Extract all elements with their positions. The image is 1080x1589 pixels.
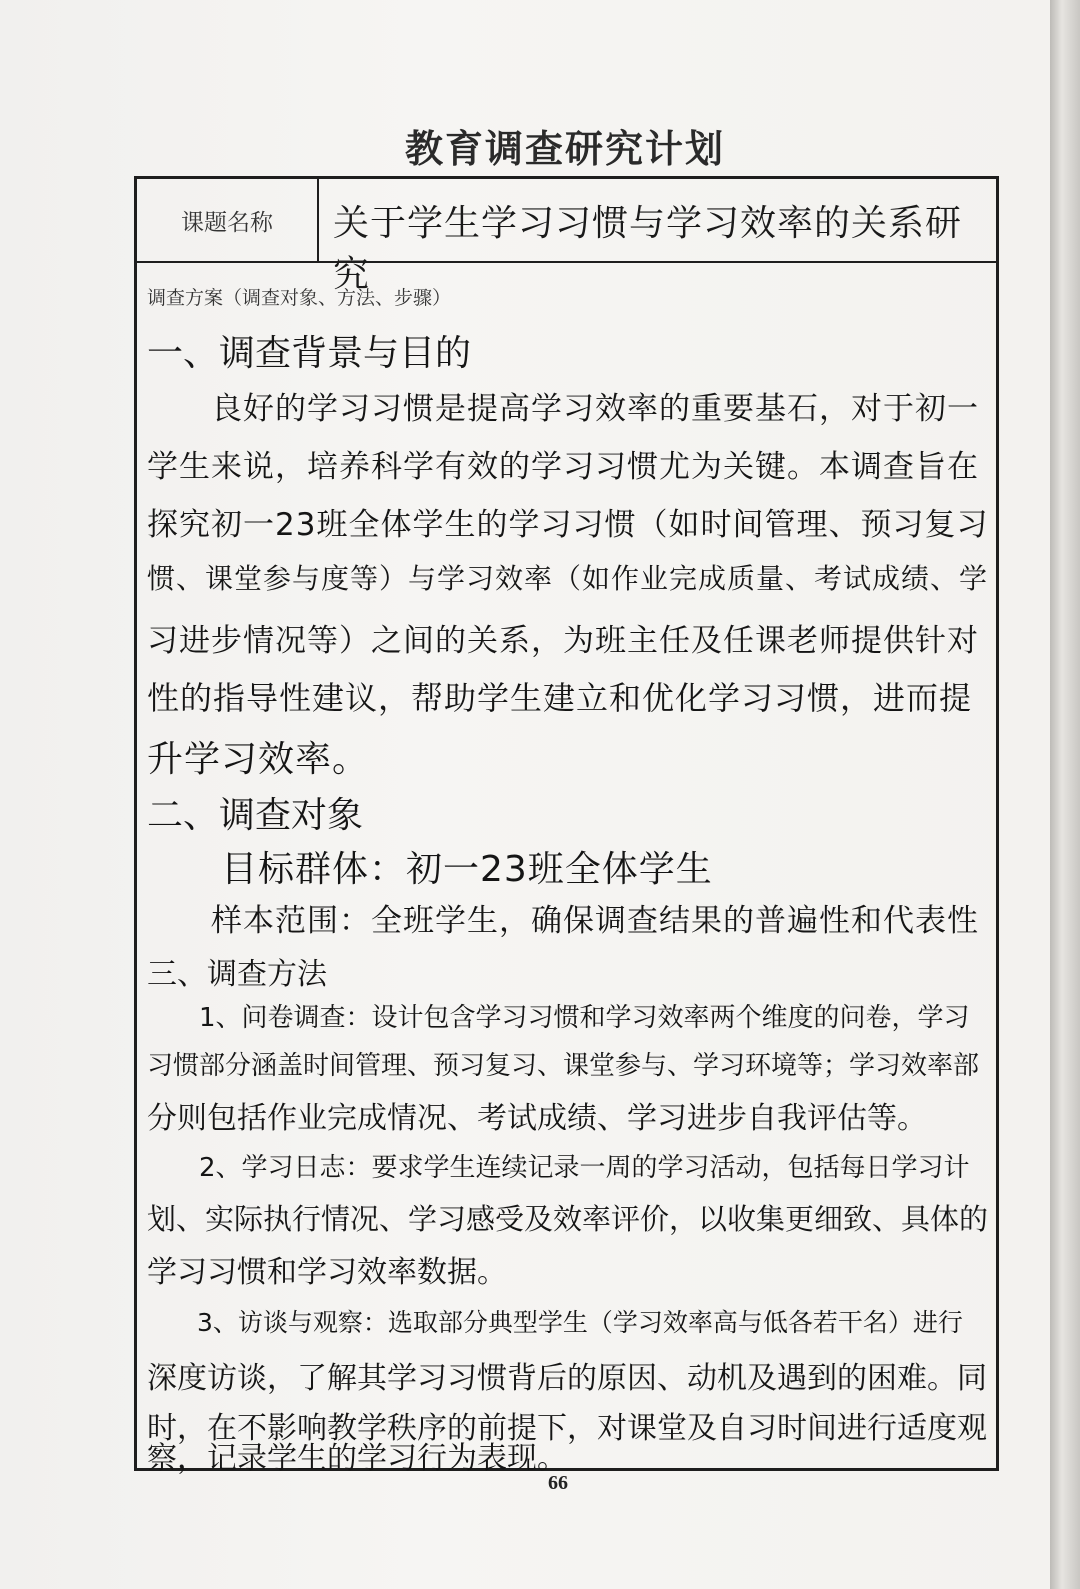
handwritten-line: 2、学习日志：要求学生连续记录一周的学习活动，包括每日学习计 xyxy=(147,1153,970,1183)
page-number: 66 xyxy=(548,1472,568,1494)
section-heading-background: 一、调查背景与目的 xyxy=(147,333,472,374)
handwritten-line: 探究初一23班全体学生的学习习惯（如时间管理、预习复习 xyxy=(147,507,989,543)
page-edge-shadow xyxy=(1050,0,1080,1589)
handwritten-line: 习惯部分涵盖时间管理、预习复习、课堂参与、学习环境等；学习效率部 xyxy=(147,1051,980,1081)
handwritten-line: 良好的学习习惯是提高学习效率的重要基石，对于初一 xyxy=(147,391,979,427)
handwritten-line: 升学习效率。 xyxy=(147,739,370,780)
topic-value: 关于学生学习习惯与学习效率的关系研究 xyxy=(333,203,963,295)
topic-label: 课题名称 xyxy=(137,179,319,261)
section-heading-methods: 三、调查方法 xyxy=(147,957,327,992)
document-title: 教育调查研究计划 xyxy=(404,126,725,171)
handwritten-line: 深度访谈，了解其学习习惯背后的原因、动机及遇到的困难。同 xyxy=(147,1361,987,1396)
survey-plan-form xyxy=(134,176,999,1476)
handwritten-line: 性的指导性建议，帮助学生建立和优化学习习惯，进而提 xyxy=(147,679,973,717)
handwritten-line: 学习习惯和学习效率数据。 xyxy=(147,1255,507,1290)
handwritten-line: 3、访谈与观察：选取部分典型学生（学习效率高与低各若干名）进行 xyxy=(147,1308,963,1337)
handwritten-line: 察，记录学生的学习行为表现。 xyxy=(147,1441,567,1476)
handwritten-line: 目标群体：初一23班全体学生 xyxy=(147,849,713,890)
topic-row xyxy=(137,179,996,295)
handwritten-line: 惯、课堂参与度等）与学习效率（如作业完成质量、考试成绩、学 xyxy=(147,562,989,595)
handwritten-line: 样本范围：全班学生，确保调查结果的普遍性和代表性 xyxy=(147,903,979,939)
handwritten-line: 学生来说，培养科学有效的学习习惯尤为关键。本调查旨在 xyxy=(147,449,979,485)
handwritten-line: 时，在不影响教学秩序的前提下，对课堂及自习时间进行适度观 xyxy=(147,1411,987,1446)
plan-label: 调查方案（调查对象、方法、步骤） xyxy=(147,287,452,309)
handwritten-line: 划、实际执行情况、学习感受及效率评价，以收集更细致、具体的 xyxy=(147,1202,989,1236)
section-heading-subjects: 二、调查对象 xyxy=(147,795,364,836)
handwritten-line: 分则包括作业完成情况、考试成绩、学习进步自我评估等。 xyxy=(147,1101,927,1136)
handwritten-line: 习进步情况等）之间的关系，为班主任及任课老师提供针对 xyxy=(147,623,979,659)
handwritten-line: 1、问卷调查：设计包含学习习惯和学习效率两个维度的问卷，学习 xyxy=(147,1003,970,1033)
